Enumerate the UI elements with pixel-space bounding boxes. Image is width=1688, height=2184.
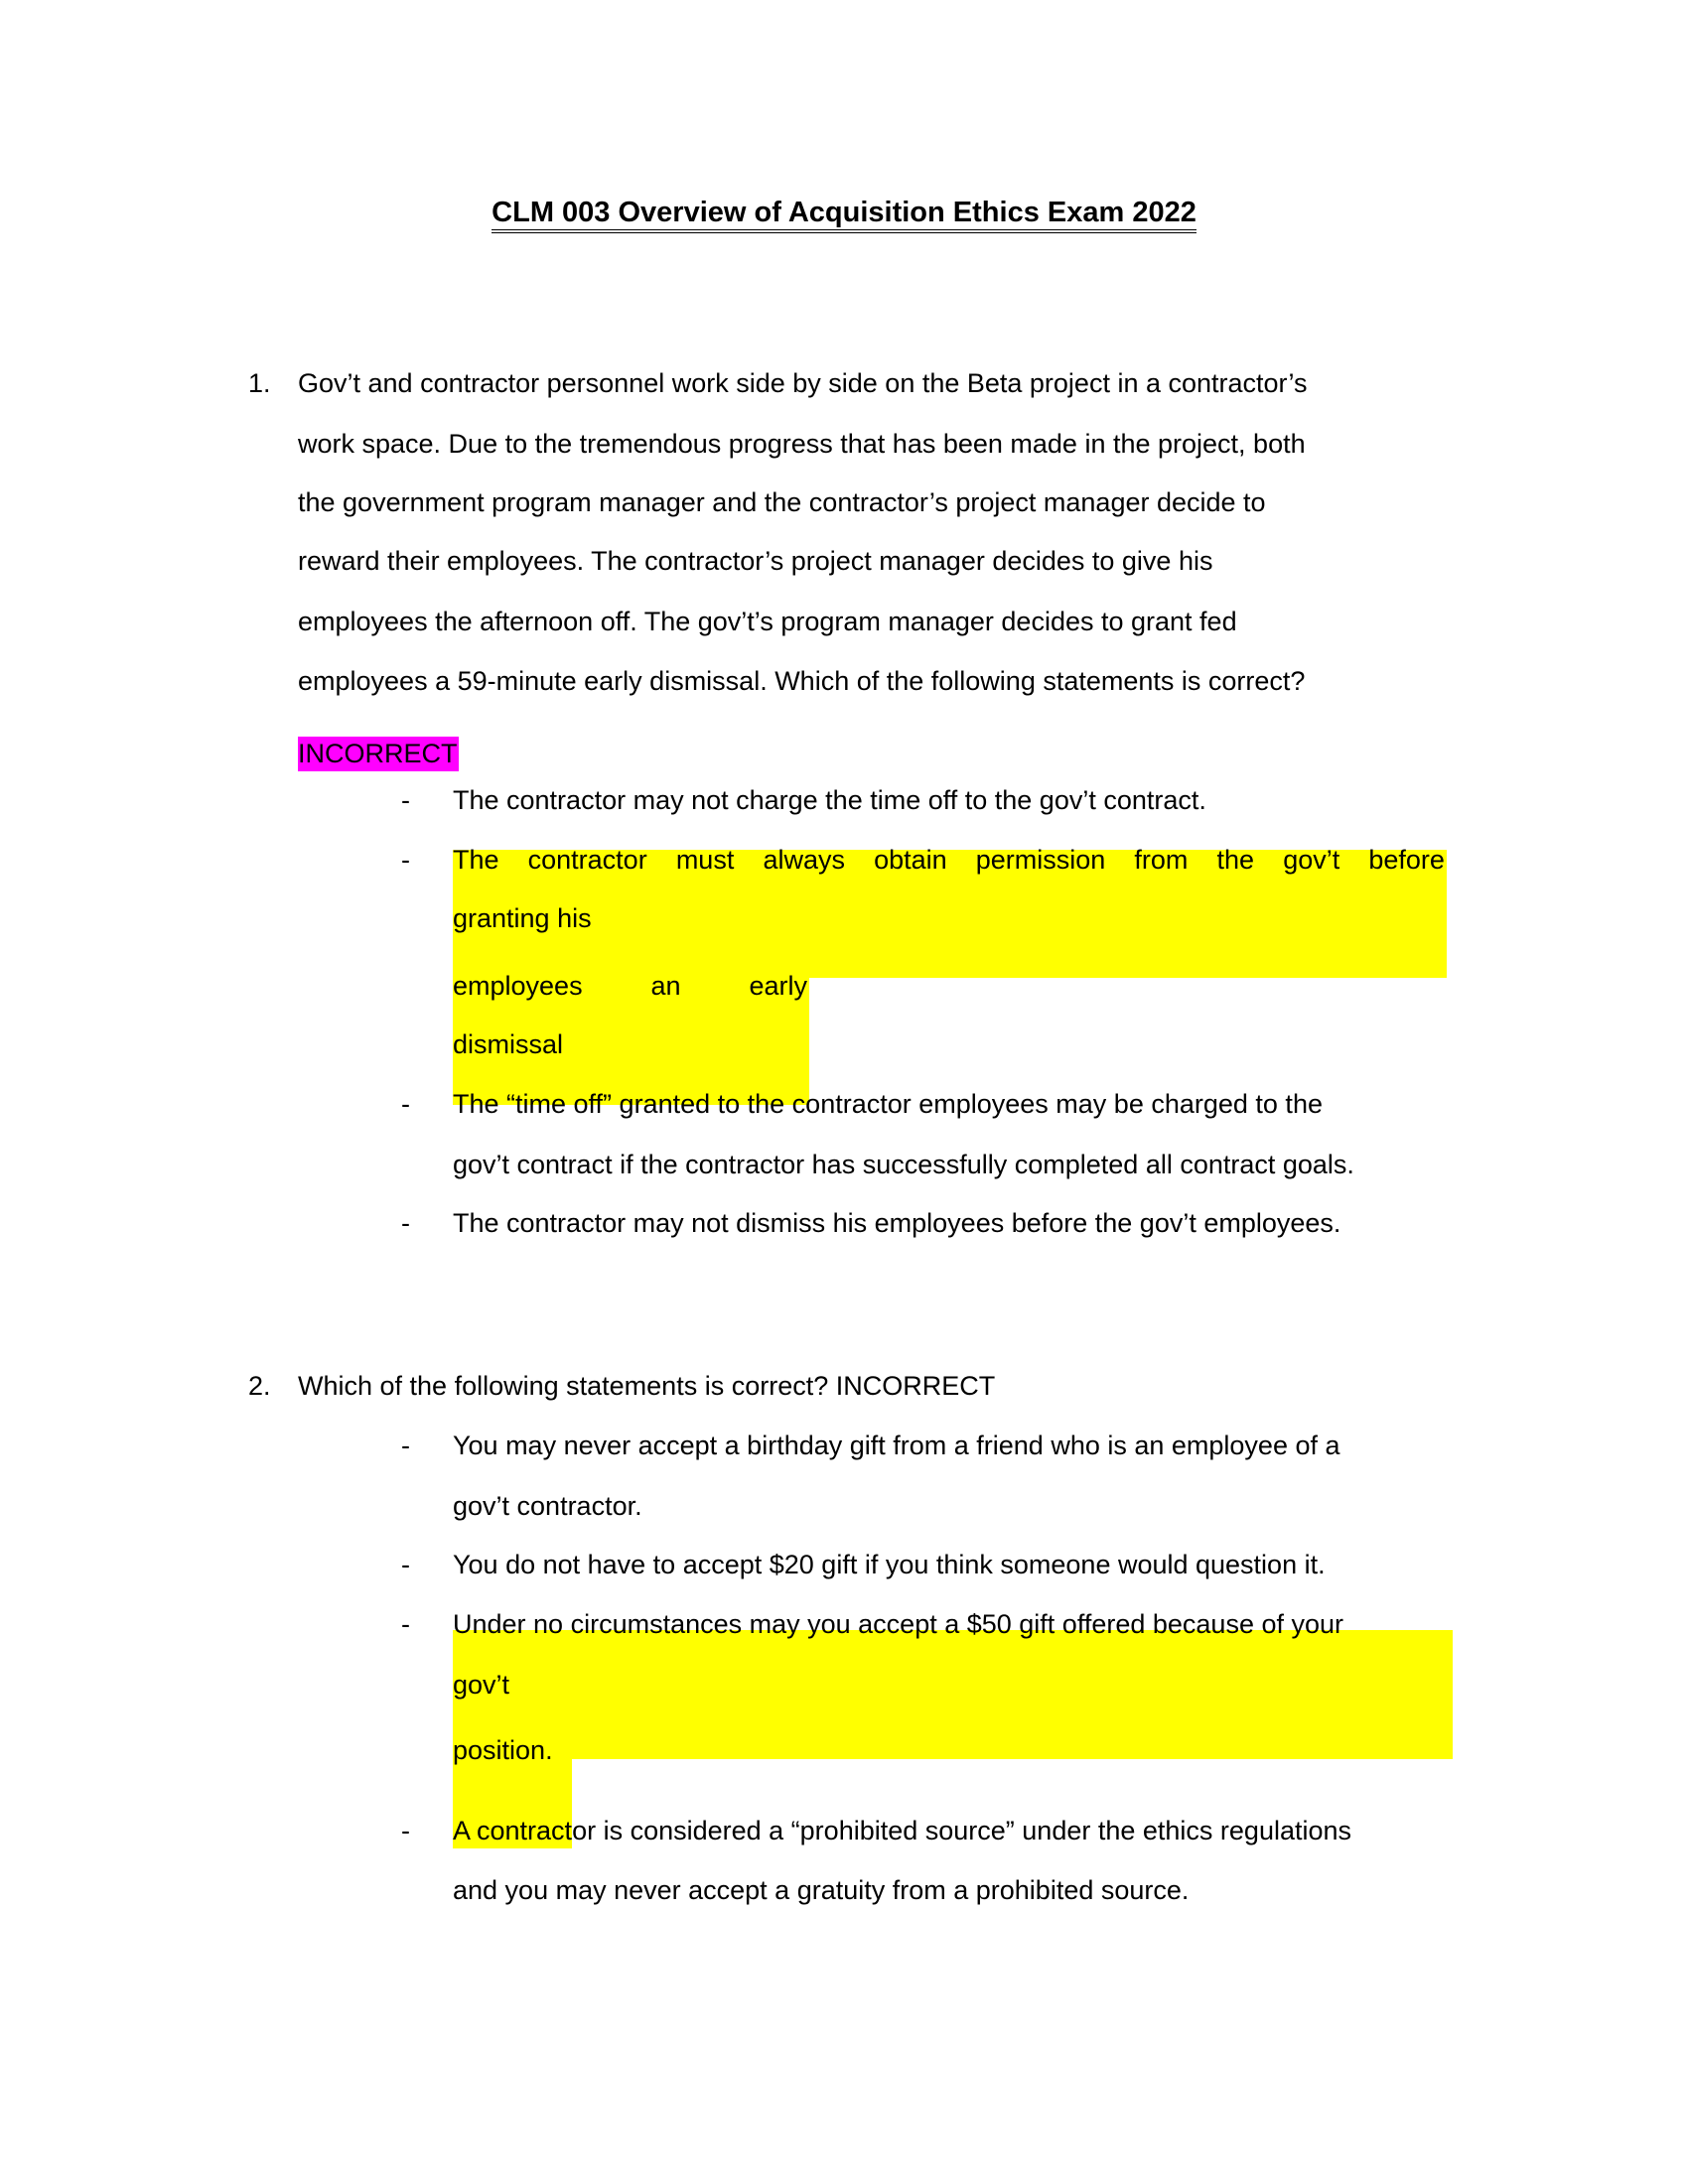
question-text-line: employees a 59-minute early dismissal. Which of the following statements is correct? bbox=[298, 666, 1306, 696]
question-number: 1. bbox=[248, 368, 271, 398]
question-text-line: employees the afternoon off. The gov’t’s program manager decides to grant fed bbox=[298, 607, 1237, 636]
document-title bbox=[0, 195, 1688, 230]
question-text-line: the government program manager and the contractor’s project manager decide to bbox=[298, 487, 1266, 517]
question-text-line: Gov’t and contractor personnel work side by side on the Beta project in a contractor’s bbox=[298, 368, 1308, 398]
word: must bbox=[675, 845, 735, 875]
option-text: gov’t bbox=[453, 1670, 510, 1700]
option-text: gov’t contract if the contractor has successfully completed all contract goals. bbox=[453, 1150, 1354, 1179]
document-title-text: CLM 003 Overview of Acquisition Ethics Exam 2022 bbox=[492, 197, 1196, 233]
option-text: The contractor may not dismiss his employees before the gov’t employees. bbox=[453, 1208, 1341, 1238]
word: always bbox=[763, 845, 845, 875]
option-text: dismissal bbox=[453, 1029, 564, 1059]
word: contractor bbox=[527, 845, 647, 875]
option-marker: - bbox=[401, 845, 410, 875]
option-text: gov’t contractor. bbox=[453, 1491, 642, 1521]
word: gov’t bbox=[1283, 845, 1340, 875]
word: from bbox=[1134, 845, 1189, 875]
option-marker: - bbox=[401, 1550, 410, 1579]
option-text: The “time off” granted to the contractor employees may be charged to the bbox=[453, 1089, 1323, 1119]
word: The bbox=[453, 845, 499, 875]
option-marker: - bbox=[401, 1431, 410, 1460]
option-text bbox=[453, 843, 1445, 877]
word: before bbox=[1368, 845, 1445, 875]
answer-highlight bbox=[453, 1630, 1453, 1759]
answer-status-line bbox=[298, 737, 459, 770]
question-number: 2. bbox=[248, 1371, 271, 1401]
option-marker: - bbox=[401, 1208, 410, 1238]
incorrect-badge: INCORRECT bbox=[298, 737, 459, 771]
word: the bbox=[1216, 845, 1255, 875]
option-text: and you may never accept a gratuity from a prohibited source. bbox=[453, 1875, 1190, 1905]
option-marker: - bbox=[401, 1089, 410, 1119]
question-text-line: work space. Due to the tremendous progress that has been made in the project, both bbox=[298, 429, 1306, 459]
option-text bbox=[453, 969, 807, 1003]
word: early bbox=[749, 971, 807, 1001]
option-text: granting his bbox=[453, 903, 592, 933]
option-marker: - bbox=[401, 1609, 410, 1639]
option-text: position. bbox=[453, 1735, 553, 1765]
word: obtain bbox=[874, 845, 947, 875]
option-text: Under no circumstances may you accept a $50 gift offered because of your bbox=[453, 1609, 1343, 1639]
word: an bbox=[650, 971, 681, 1001]
option-text: The contractor may not charge the time off to the gov’t contract. bbox=[453, 785, 1206, 815]
option-marker: - bbox=[401, 1816, 410, 1845]
word: employees bbox=[453, 971, 583, 1001]
question-text-line: reward their employees. The contractor’s project manager decides to give his bbox=[298, 546, 1213, 576]
question-text-line: Which of the following statements is correct? INCORRECT bbox=[298, 1371, 996, 1401]
option-text: You do not have to accept $20 gift if you think someone would question it. bbox=[453, 1550, 1326, 1579]
option-marker: - bbox=[401, 785, 410, 815]
option-text: A contractor is considered a “prohibited source” under the ethics regulations bbox=[453, 1816, 1352, 1845]
word: permission bbox=[975, 845, 1106, 875]
option-text: You may never accept a birthday gift from a friend who is an employee of a bbox=[453, 1431, 1340, 1460]
